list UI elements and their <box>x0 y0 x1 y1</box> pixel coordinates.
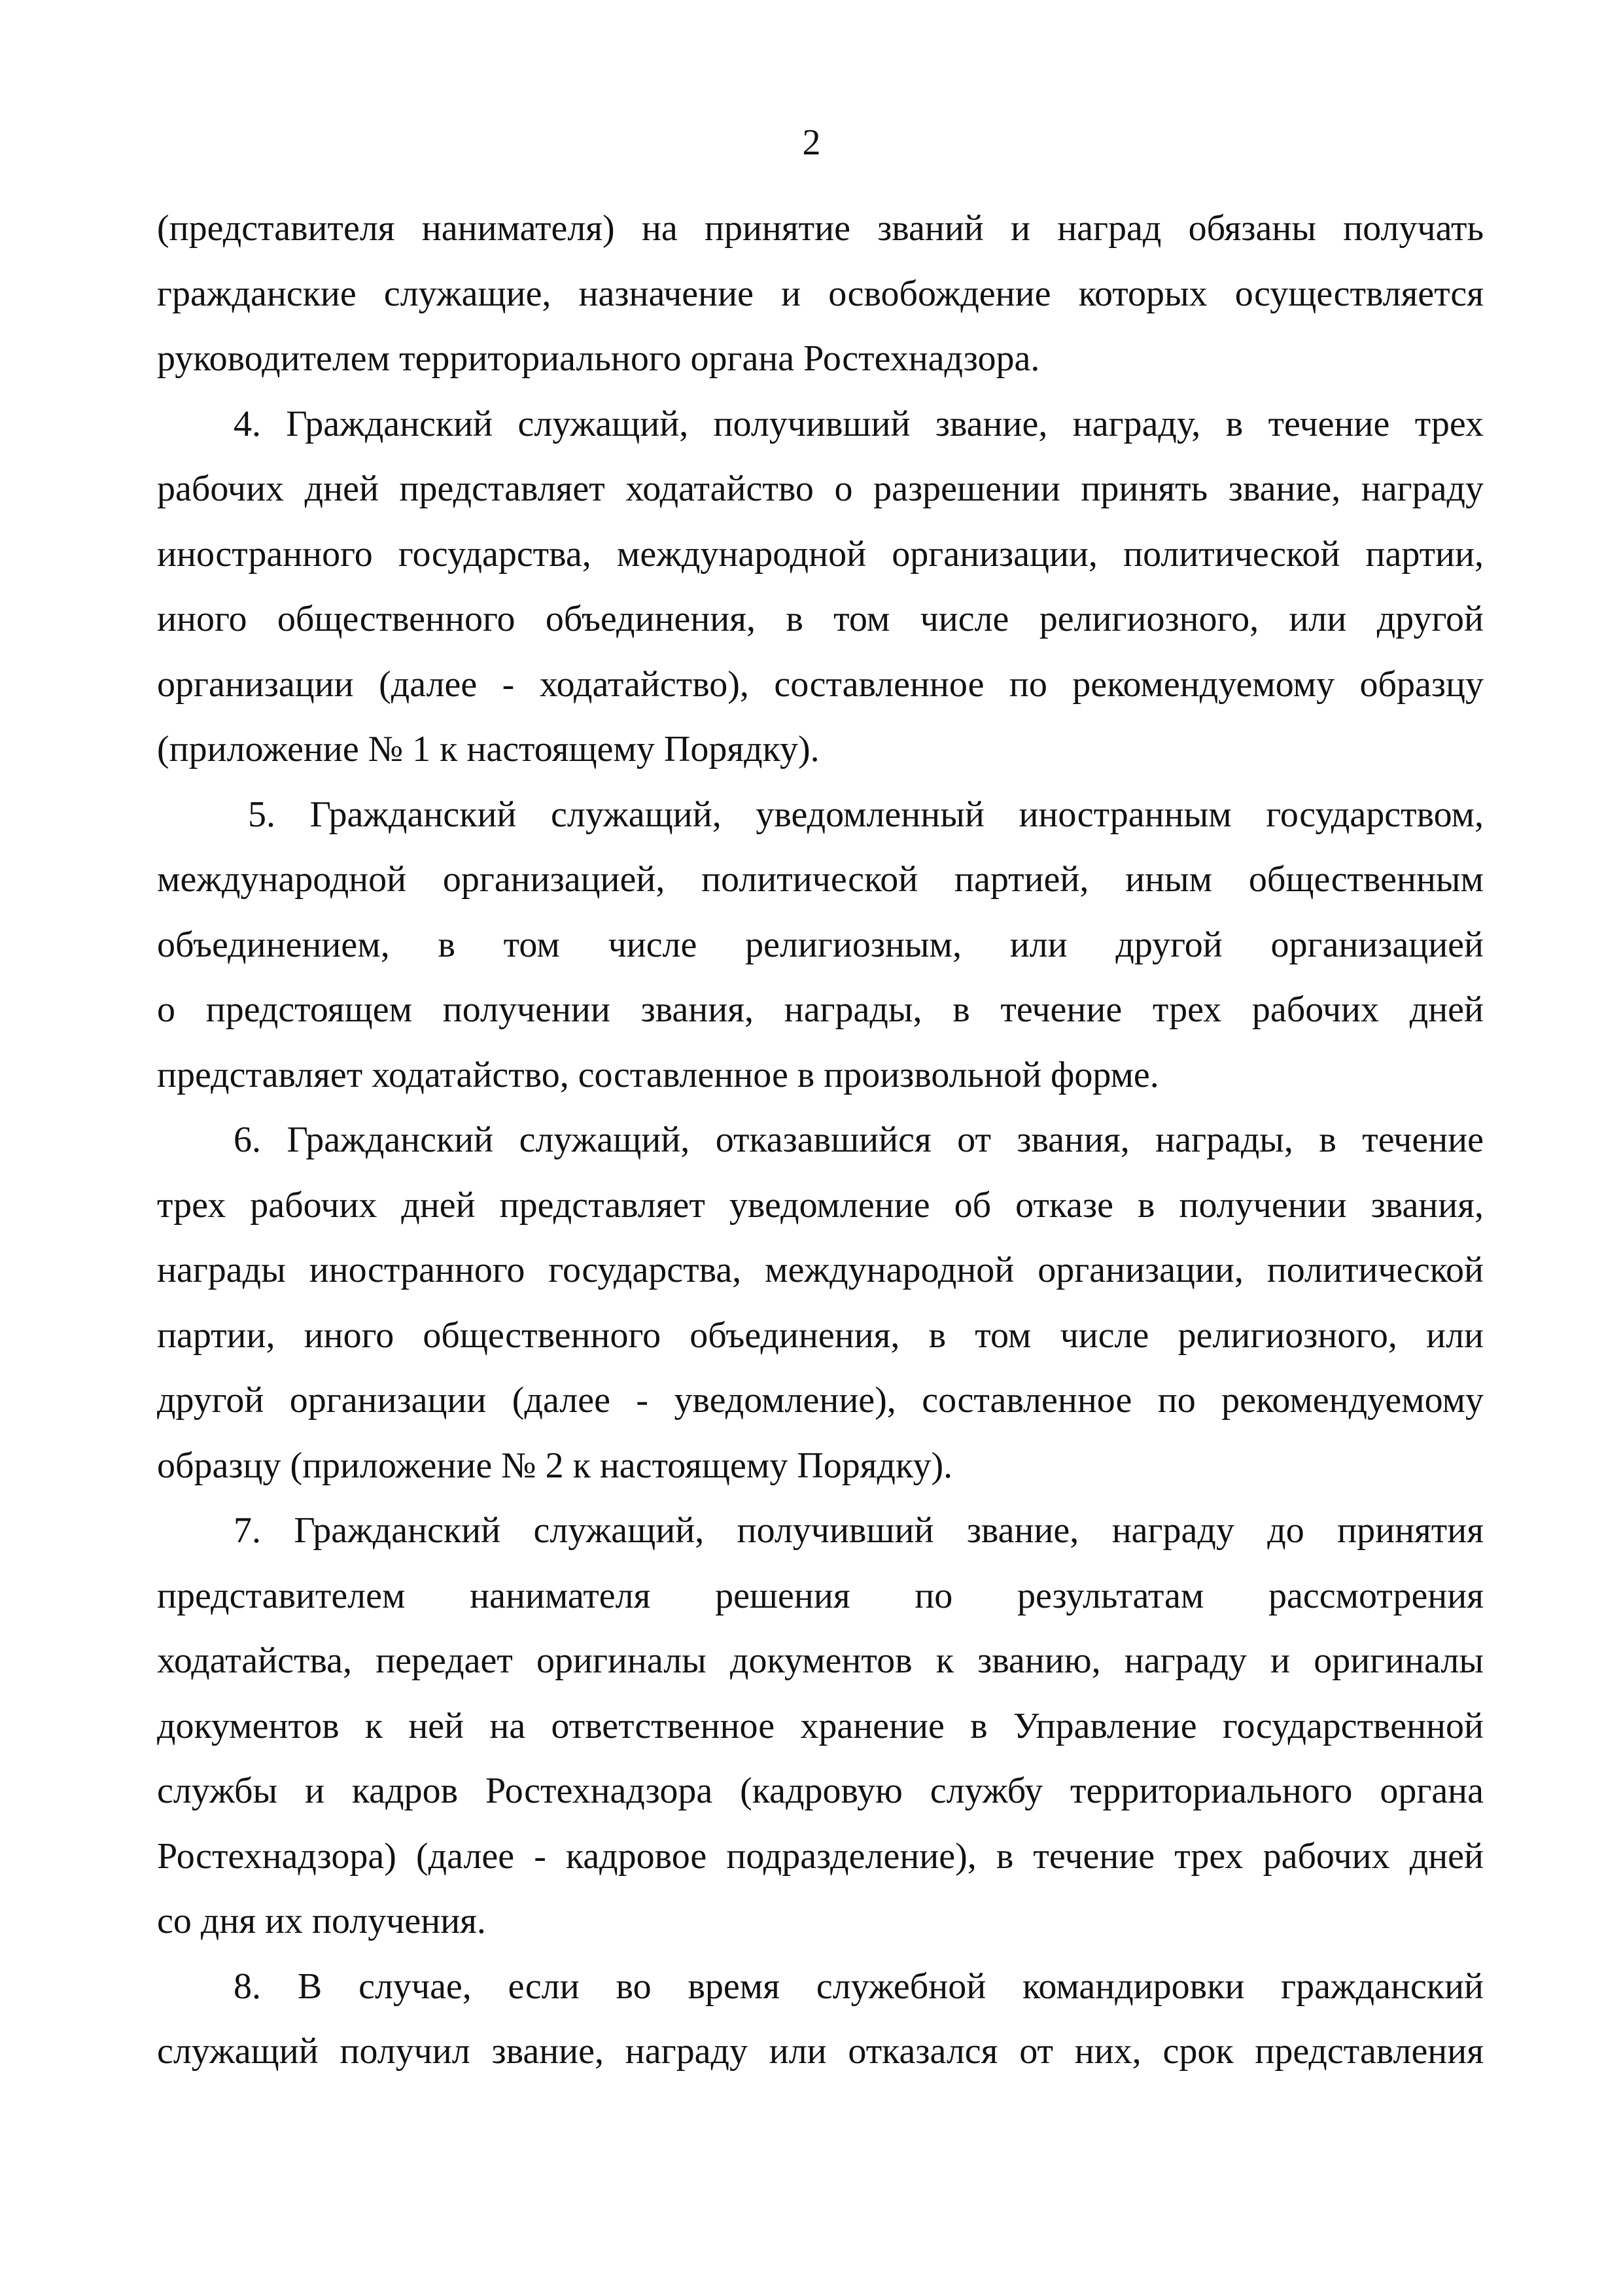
text-line: 6. Гражданский служащий, отказавшийся от звания, награды, в течение <box>234 1120 1484 1160</box>
text-line: рабочих дней представляет ходатайство о разрешении принять звание, награду <box>157 468 1484 509</box>
text-line: гражданские служащие, назначение и освобождение которых осуществляется <box>157 273 1484 314</box>
paragraph-item-7 <box>157 1498 1484 1954</box>
text-line: службы и кадров Ростехнадзора (кадровую службу территориального органа <box>157 1771 1484 1811</box>
page-number: 2 <box>802 122 821 163</box>
text-line: руководителем территориального органа Ростехнадзора. <box>157 338 1040 379</box>
document-body <box>157 196 1484 2085</box>
text-line: 7. Гражданский служащий, получивший звание, награду до принятия <box>234 1510 1484 1551</box>
text-line: (приложение № 1 к настоящему Порядку). <box>157 729 820 769</box>
text-line: иностранного государства, международной организации, политической партии, <box>157 533 1484 574</box>
text-line: награды иностранного государства, международной организации, политической <box>157 1250 1484 1290</box>
text-line: о предстоящем получении звания, награды, в течение трех рабочих дней <box>157 989 1484 1030</box>
paragraph-item-5 <box>157 783 1484 1108</box>
text-line: иного общественного объединения, в том числе религиозного, или другой <box>157 599 1484 639</box>
text-line: трех рабочих дней представляет уведомление об отказе в получении звания, <box>157 1184 1484 1226</box>
text-line: ходатайства, передает оригиналы документов к званию, награду и оригиналы <box>157 1640 1484 1681</box>
paragraph-item-4 <box>157 392 1484 783</box>
text-line: организации (далее - ходатайство), составленное по рекомендуемому образцу <box>157 663 1484 705</box>
text-line: представителем нанимателя решения по результатам рассмотрения <box>157 1575 1484 1616</box>
paragraph-item-8 <box>157 1954 1484 2085</box>
text-line: партии, иного общественного объединения, в том числе религиозного, или <box>157 1315 1484 1356</box>
text-line: международной организацией, политической партией, иным общественным <box>157 859 1484 900</box>
text-line: 5. Гражданский служащий, уведомленный иностранным государством, <box>248 794 1484 835</box>
text-line: другой организации (далее - уведомление), составленное по рекомендуемому <box>157 1380 1484 1421</box>
text-line: 8. В случае, если во время служебной командировки гражданский <box>234 1966 1484 2007</box>
paragraph-item-6 <box>157 1108 1484 1498</box>
text-line: образцу (приложение № 2 к настоящему Порядку). <box>157 1445 953 1486</box>
text-line: 4. Гражданский служащий, получивший звание, награду, в течение трех <box>234 403 1484 444</box>
text-line: Ростехнадзора) (далее - кадровое подразделение), в течение трех рабочих дней <box>157 1835 1484 1877</box>
text-line: со дня их получения. <box>157 1901 486 1941</box>
text-line: служащий получил звание, награду или отказался от них, срок представления <box>157 2031 1484 2072</box>
text-line: документов к ней на ответственное хранение в Управление государственной <box>157 1705 1484 1746</box>
text-line: представляет ходатайство, составленное в произвольной форме. <box>157 1054 1159 1095</box>
paragraph-continuation <box>157 196 1484 392</box>
text-line: (представителя нанимателя) на принятие званий и наград обязаны получать <box>157 208 1484 249</box>
text-line: объединением, в том числе религиозным, или другой организацией <box>157 924 1484 965</box>
